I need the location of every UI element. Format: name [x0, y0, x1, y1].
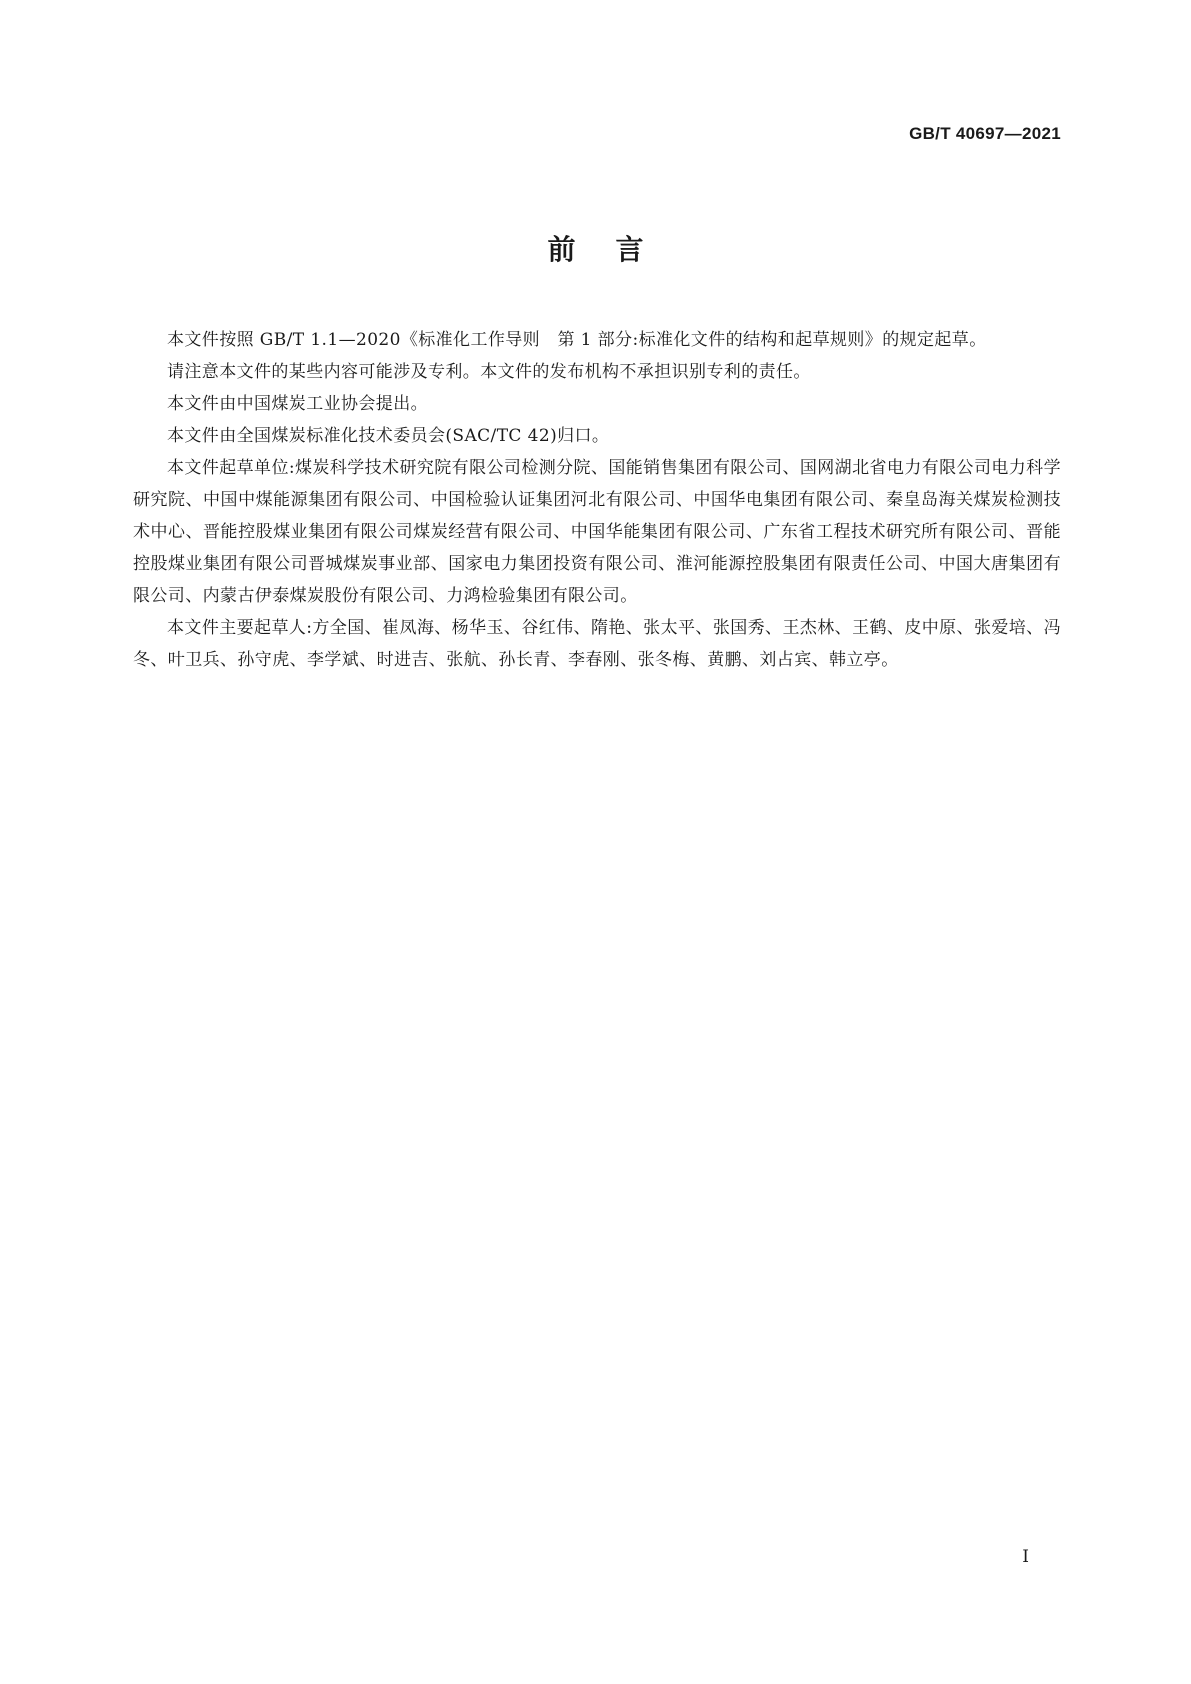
paragraph-drafting-units: 本文件起草单位:煤炭科学技术研究院有限公司检测分院、国能销售集团有限公司、国网湖北省电力有限公司电力科学研究院、中国中煤能源集团有限公司、中国检验认证集团河北有限公司、中国华电集团有限公司、秦皇岛海关煤炭检测技术中心、晋能控股煤业集团有限公司煤炭经营有限公司、中国华能集团有限公司、广东省工程技术研究所有限公司、晋能控股煤业集团有限公司晋城煤炭事业部、国家电力集团投资有限公司、淮河能源控股集团有限责任公司、中国大唐集团有限公司、内蒙古伊泰煤炭股份有限公司、力鸿检验集团有限公司。	[133, 458, 1061, 606]
paragraph-committee: 本文件由全国煤炭标准化技术委员会(SAC/TC 42)归口。	[167, 426, 610, 446]
paragraph-patent-notice: 请注意本文件的某些内容可能涉及专利。本文件的发布机构不承担识别专利的责任。	[167, 362, 811, 382]
body-text	[133, 324, 1061, 676]
paragraph-drafters: 本文件主要起草人:方全国、崔凤海、杨华玉、谷红伟、隋艳、张太平、张国秀、王杰林、王鹤、皮中原、张爱培、冯冬、叶卫兵、孙守虎、李学斌、时进吉、张航、孙长青、李春刚、张冬梅、黄鹏、刘占宾、韩立亭。	[133, 618, 1061, 670]
paragraph-drafting-rules: 本文件按照 GB/T 1.1—2020《标准化工作导则 第 1 部分:标准化文件的结构和起草规则》的规定起草。	[167, 330, 987, 350]
paragraph-proposer: 本文件由中国煤炭工业协会提出。	[167, 394, 428, 414]
page-number: I	[1022, 1547, 1029, 1567]
standard-code: GB/T 40697—2021	[909, 124, 1061, 143]
page-title: 前言	[547, 233, 684, 266]
